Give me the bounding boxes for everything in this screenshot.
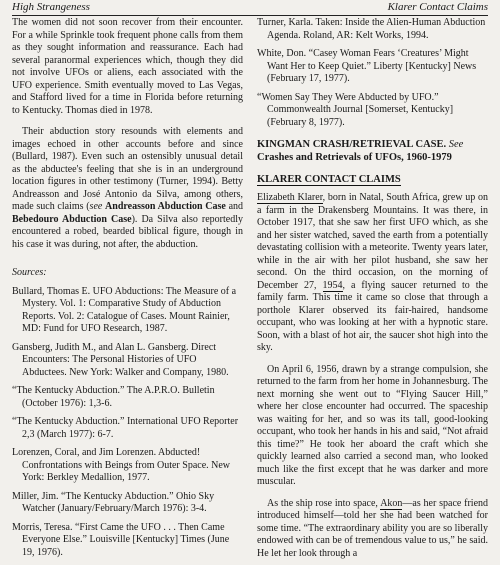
- reference-item: “Women Say They Were Abducted by UFO.” Commonwealth Journal [Somerset, Kentucky] (February 8, 1977).: [257, 91, 454, 128]
- akon-name: Akon: [380, 497, 403, 509]
- reference-item: Gansberg, Judith M., and Alan L. Gansberg. Direct Encounters: The Personal Histories of UFO Abductees. New York: Walker and Company, 1980.: [12, 341, 229, 378]
- klarer-paragraph-1: [257, 192, 488, 355]
- kingman-title: KINGMAN CRASH/RETRIEVAL CASE.: [257, 139, 447, 150]
- see-reference: see: [89, 201, 103, 212]
- klarer-name: Elizabeth Klarer: [257, 192, 323, 203]
- reference-item: Miller, Jim. “The Kentucky Abduction.” Ohio Sky Watcher (January/February/March 1976): 3-4.: [12, 490, 215, 514]
- running-header: [12, 0, 488, 16]
- reference-item: “The Kentucky Abduction.” International UFO Reporter 2,3 (March 1977): 6-7.: [12, 416, 239, 440]
- abduction-text-a: Their abduction story resounds with elements and images echoed in other accounts before and since (Bullard, 1987). Even such an ostensibly unusual detail as the abductee's feeling that she is in an underground location figures in other testimony (Turner, 1994). Betty Andreasson and José Antonio da Silva, among others, made such claims (: [12, 126, 243, 212]
- reference-item: Lorenzen, Coral, and Jim Lorenzen. Abducted! Confrontations with Beings from Outer Space. New York: Berkley Medallion, 1977.: [12, 447, 231, 483]
- references-list-right: [257, 17, 488, 129]
- klarer-title: KLARER CONTACT CLAIMS: [257, 174, 401, 185]
- klarer-paragraph-3: [257, 498, 488, 561]
- intro-paragraph: The women did not soon recover from their encounter. For a while Sprinkle took frequent phone calls from them as they sought information and reassurance. Each had several paranormal experiences which, though they did not involve UFOs or aliens, each associated with the UFO experience. Smith eventually moved to Las Vegas, and Stafford lived for a time in Florida before returning to Kentucky. Thomas died in 1978.: [12, 17, 243, 116]
- cross-ref-bebedouro[interactable]: Bebedouro Abduction Case: [12, 213, 132, 225]
- cross-ref-and: and: [225, 201, 244, 212]
- reference-item: Turner, Karla. Taken: Inside the Alien-Human Abduction Agenda. Roland, AR: Kelt Works, 1994.: [257, 17, 486, 41]
- see-reference: See: [448, 139, 464, 150]
- klarer-text-c: As the ship rose into space,: [267, 497, 381, 509]
- cross-ref-crashes[interactable]: Crashes and Retrievals of UFOs, 1960-1979: [257, 152, 452, 163]
- klarer-year: 1954: [322, 279, 343, 291]
- klarer-entry-heading: [257, 173, 488, 186]
- abduction-paragraph: [12, 126, 243, 251]
- klarer-text-d: —as her space friend introduced himself—told her she had been watched for some time. “The extraordinary ability you are so liberally endowed with can be of tremendous value to us,” he said. He let her look through a: [257, 497, 489, 559]
- right-column: [257, 17, 488, 560]
- reference-item: Morris, Teresa. “First Came the UFO . . . Then Came Everyone Else.” Louisville [Kentucky] Times (June 19, 1976).: [12, 521, 230, 558]
- abduction-text-b: ). Da Silva also reportedly encountered a robed, bearded biblical figure, though in his case it was during, not after, the abduction.: [12, 213, 243, 250]
- reference-item: Bullard, Thomas E. UFO Abductions: The Measure of a Mystery. Vol. 1: Comparative Study of Abduction Reports. Vol. 2: Catalogue of Cases. Mount Rainier, MD: Fund for UFO Research, 1987.: [12, 285, 237, 334]
- references-list-left: [12, 286, 243, 560]
- left-column: [12, 17, 243, 565]
- header-book-title: High Strangeness: [12, 1, 90, 13]
- reference-item: “The Kentucky Abduction.” The A.P.R.O. Bulletin (October 1976): 1,3-6.: [12, 385, 215, 409]
- klarer-text-a: , born in Natal, South Africa, grew up on a farm in the Drakensberg Mountains. It was there, in October 1917, that she saw her first UFO which, as she and her sister watched, saved the earth from a potentially devastating collision with a meteorite. Twenty years later, while in the air with her pilot husband, she saw her second. On the third occasion, on the morning of December 27,: [257, 192, 488, 291]
- klarer-text-b: , a flying saucer returned to the family farm. This time it came so close that through a porthole Klarer observed its fair-haired, handsome occupant, who was looking at her with a hypnotic stare. Soon, with a blast of hot air, the saucer shot high into the sky.: [257, 279, 488, 353]
- cross-ref-andreasson[interactable]: Andreasson Abduction Case: [105, 201, 226, 212]
- reference-item: White, Don. “Casey Woman Fears ‘Creatures’ Might Want Her to Keep Quiet.” Liberty [Kentucky] News (February 17, 1977).: [257, 48, 477, 84]
- sources-title: Sources:: [12, 267, 47, 278]
- kingman-entry-heading: [257, 138, 488, 164]
- header-entry-title: Klarer Contact Claims: [387, 1, 488, 13]
- klarer-paragraph-2: On April 6, 1956, drawn by a strange compulsion, she returned to the farm from her home in Johannesburg. The next morning she went out to “Flying Saucer Hill,” where her close encounter had occurred. The spaceship was waiting for her, and so was its tall, good-looking occupant, who took her hands in his and said, “Not afraid this time?” He took her aboard the craft which she quickly learned also carried a second man, who looked much like the first except that he was darker and more muscular.: [257, 363, 488, 487]
